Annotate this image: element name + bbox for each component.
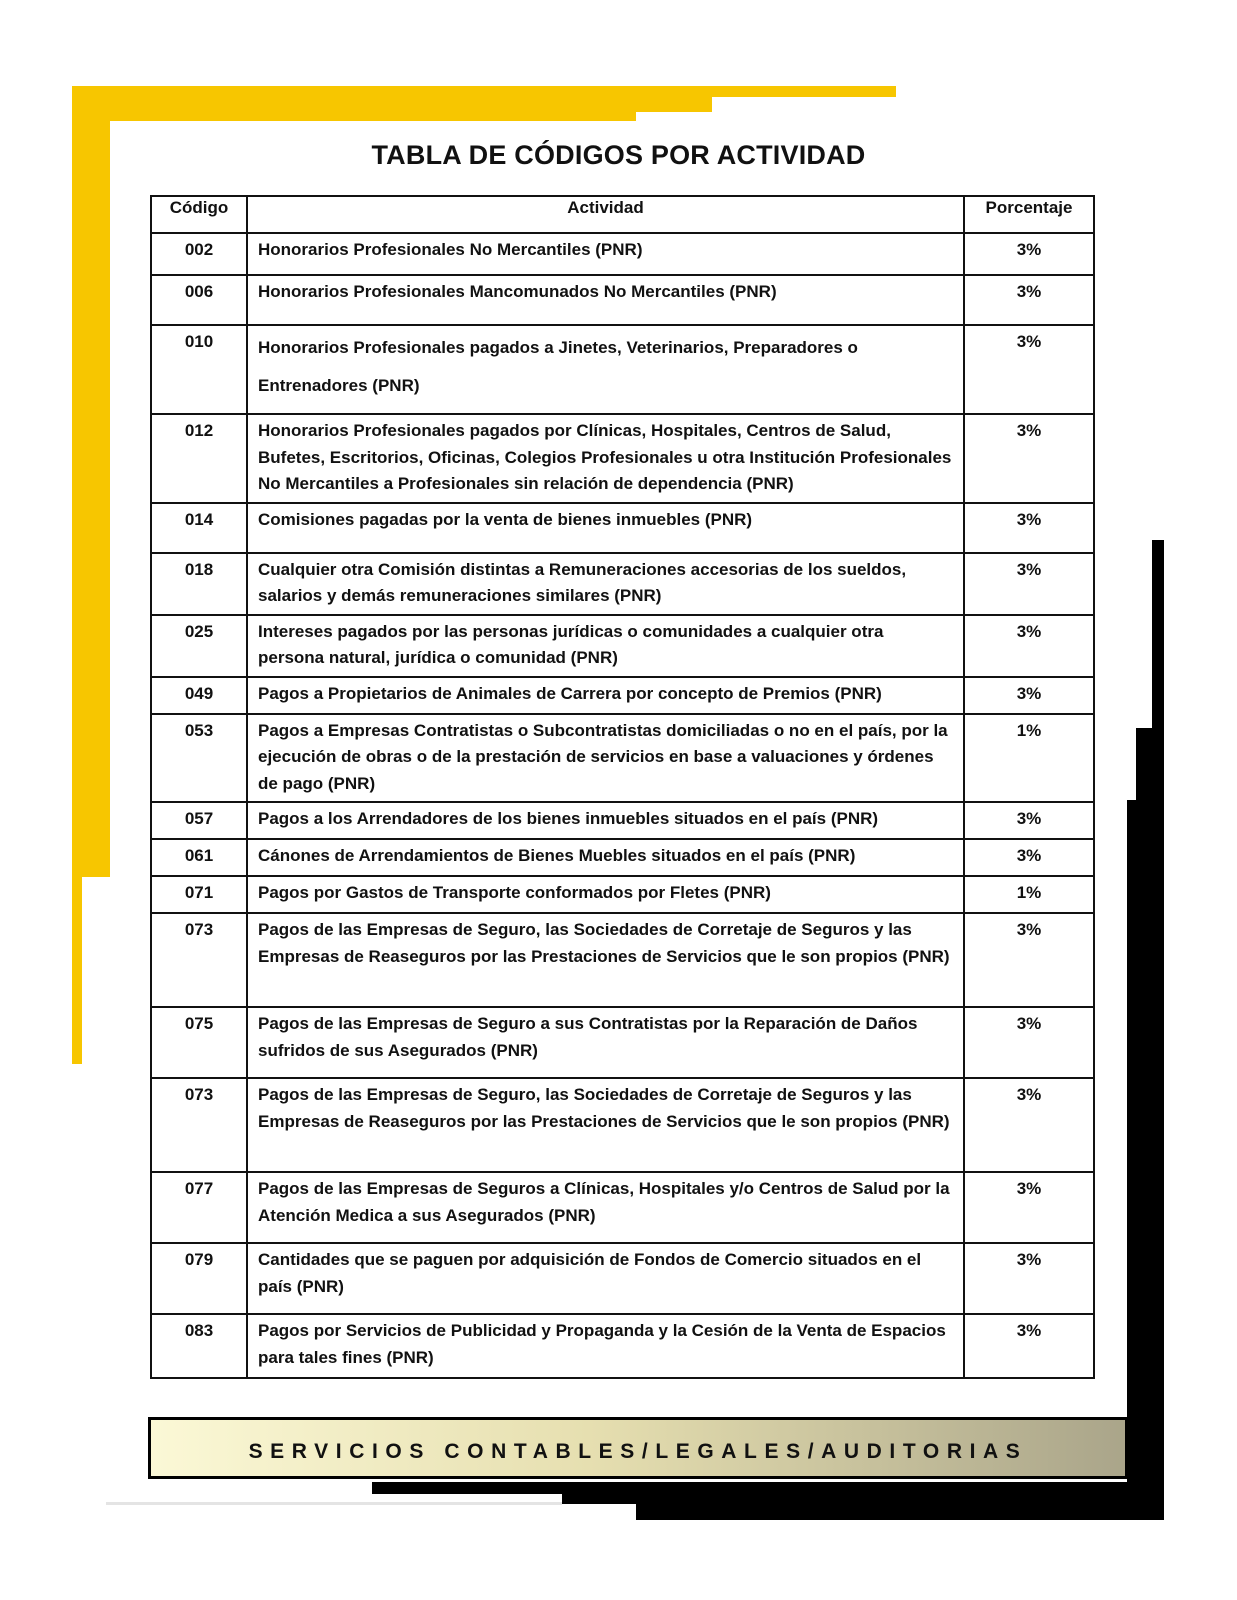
table-row bbox=[151, 615, 1094, 677]
yellow-frame-left bbox=[72, 121, 110, 877]
row-code: 077 bbox=[151, 1172, 247, 1243]
row-percentage: 3% bbox=[964, 325, 1094, 414]
table-header-row bbox=[151, 196, 1094, 233]
row-activity: Pagos por Servicios de Publicidad y Propaganda y la Cesión de la Venta de Espacios para tales fines (PNR) bbox=[247, 1314, 964, 1378]
table-row bbox=[151, 1243, 1094, 1314]
row-activity: Honorarios Profesionales Mancomunados No Mercantiles (PNR) bbox=[247, 275, 964, 325]
black-frame-bottom-base bbox=[636, 1500, 1162, 1520]
row-percentage: 3% bbox=[964, 1078, 1094, 1172]
row-code: 049 bbox=[151, 677, 247, 714]
row-activity: Pagos de las Empresas de Seguro, las Sociedades de Corretaje de Seguros y las Empresas de Reaseguros por las Prestaciones de Servicios que le son propios (PNR) bbox=[247, 913, 964, 1007]
row-activity: Cánones de Arrendamientos de Bienes Muebles situados en el país (PNR) bbox=[247, 839, 964, 876]
table-row bbox=[151, 1078, 1094, 1172]
footer-banner bbox=[148, 1417, 1128, 1479]
row-code: 014 bbox=[151, 503, 247, 553]
row-percentage: 3% bbox=[964, 677, 1094, 714]
grey-frame-line bbox=[106, 1502, 562, 1505]
table-row bbox=[151, 553, 1094, 615]
black-frame-right-step-2 bbox=[1127, 800, 1139, 1520]
table-row bbox=[151, 913, 1094, 1007]
row-percentage: 3% bbox=[964, 913, 1094, 1007]
table-row bbox=[151, 802, 1094, 839]
table-row bbox=[151, 1314, 1094, 1378]
frame-gap bbox=[82, 877, 100, 1057]
row-code: 061 bbox=[151, 839, 247, 876]
row-activity: Pagos de las Empresas de Seguros a Clínicas, Hospitales y/o Centros de Salud por la Atención Medica a sus Asegurados (PNR) bbox=[247, 1172, 964, 1243]
row-percentage: 3% bbox=[964, 839, 1094, 876]
row-activity: Comisiones pagadas por la venta de bienes inmuebles (PNR) bbox=[247, 503, 964, 553]
row-percentage: 3% bbox=[964, 1243, 1094, 1314]
row-activity: Pagos por Gastos de Transporte conformados por Fletes (PNR) bbox=[247, 876, 964, 913]
row-code: 002 bbox=[151, 233, 247, 275]
table-row bbox=[151, 233, 1094, 275]
row-code: 018 bbox=[151, 553, 247, 615]
row-percentage: 1% bbox=[964, 876, 1094, 913]
row-percentage: 3% bbox=[964, 553, 1094, 615]
table-row bbox=[151, 414, 1094, 503]
row-code: 057 bbox=[151, 802, 247, 839]
row-activity: Cualquier otra Comisión distintas a Remuneraciones accesorias de los sueldos, salarios y demás remuneraciones similares (PNR) bbox=[247, 553, 964, 615]
row-percentage: 1% bbox=[964, 714, 1094, 803]
row-percentage: 3% bbox=[964, 233, 1094, 275]
row-activity: Honorarios Profesionales pagados por Clínicas, Hospitales, Centros de Salud, Bufetes, Escritorios, Oficinas, Colegios Profesionales u otra Institución Profesionales No Mercantiles a Profesionales sin relación de dependencia (PNR) bbox=[247, 414, 964, 503]
table-row bbox=[151, 714, 1094, 803]
row-activity: Honorarios Profesionales No Mercantiles (PNR) bbox=[247, 233, 964, 275]
table-row bbox=[151, 503, 1094, 553]
yellow-frame-top-step bbox=[72, 97, 712, 112]
row-activity: Honorarios Profesionales pagados a Jinetes, Veterinarios, Preparadores o Entrenadores (PNR) bbox=[247, 325, 964, 414]
yellow-frame-top-step-2 bbox=[72, 112, 636, 121]
page-title: TABLA DE CÓDIGOS POR ACTIVIDAD bbox=[371, 140, 866, 170]
row-percentage: 3% bbox=[964, 1007, 1094, 1078]
row-code: 006 bbox=[151, 275, 247, 325]
row-code: 073 bbox=[151, 1078, 247, 1172]
row-code: 083 bbox=[151, 1314, 247, 1378]
table-row bbox=[151, 1172, 1094, 1243]
row-activity: Pagos de las Empresas de Seguro a sus Contratistas por la Reparación de Daños sufridos de sus Asegurados (PNR) bbox=[247, 1007, 964, 1078]
yellow-frame-left-tail bbox=[72, 877, 82, 1064]
table-row bbox=[151, 325, 1094, 414]
row-code: 012 bbox=[151, 414, 247, 503]
table-row bbox=[151, 677, 1094, 714]
table-row bbox=[151, 275, 1094, 325]
yellow-frame-top bbox=[72, 86, 896, 97]
row-code: 073 bbox=[151, 913, 247, 1007]
row-activity: Cantidades que se paguen por adquisición de Fondos de Comercio situados en el país (PNR) bbox=[247, 1243, 964, 1314]
header-activity: Actividad bbox=[247, 196, 964, 233]
row-percentage: 3% bbox=[964, 1172, 1094, 1243]
row-percentage: 3% bbox=[964, 503, 1094, 553]
row-activity: Pagos de las Empresas de Seguro, las Sociedades de Corretaje de Seguros y las Empresas de Reaseguros por las Prestaciones de Servicios que le son propios (PNR) bbox=[247, 1078, 964, 1172]
row-percentage: 3% bbox=[964, 275, 1094, 325]
row-activity: Pagos a los Arrendadores de los bienes inmuebles situados en el país (PNR) bbox=[247, 802, 964, 839]
table-row bbox=[151, 876, 1094, 913]
row-code: 079 bbox=[151, 1243, 247, 1314]
row-activity: Pagos a Empresas Contratistas o Subcontratistas domiciliadas o no en el país, por la ejecución de obras o de la prestación de servicios en base a valuaciones y órdenes de pago (PNR) bbox=[247, 714, 964, 803]
codes-table bbox=[150, 195, 1095, 1379]
row-code: 053 bbox=[151, 714, 247, 803]
row-code: 075 bbox=[151, 1007, 247, 1078]
row-activity: Intereses pagados por las personas jurídicas o comunidades a cualquier otra persona natural, jurídica o comunidad (PNR) bbox=[247, 615, 964, 677]
row-code: 010 bbox=[151, 325, 247, 414]
row-code: 025 bbox=[151, 615, 247, 677]
row-percentage: 3% bbox=[964, 1314, 1094, 1378]
table-row bbox=[151, 1007, 1094, 1078]
table-row bbox=[151, 839, 1094, 876]
row-activity: Pagos a Propietarios de Animales de Carrera por concepto de Premios (PNR) bbox=[247, 677, 964, 714]
row-percentage: 3% bbox=[964, 615, 1094, 677]
footer-text: SERVICIOS CONTABLES/LEGALES/AUDITORIAS bbox=[248, 1440, 1028, 1463]
header-code: Código bbox=[151, 196, 247, 233]
row-code: 071 bbox=[151, 876, 247, 913]
row-percentage: 3% bbox=[964, 802, 1094, 839]
header-percentage: Porcentaje bbox=[964, 196, 1094, 233]
row-percentage: 3% bbox=[964, 414, 1094, 503]
